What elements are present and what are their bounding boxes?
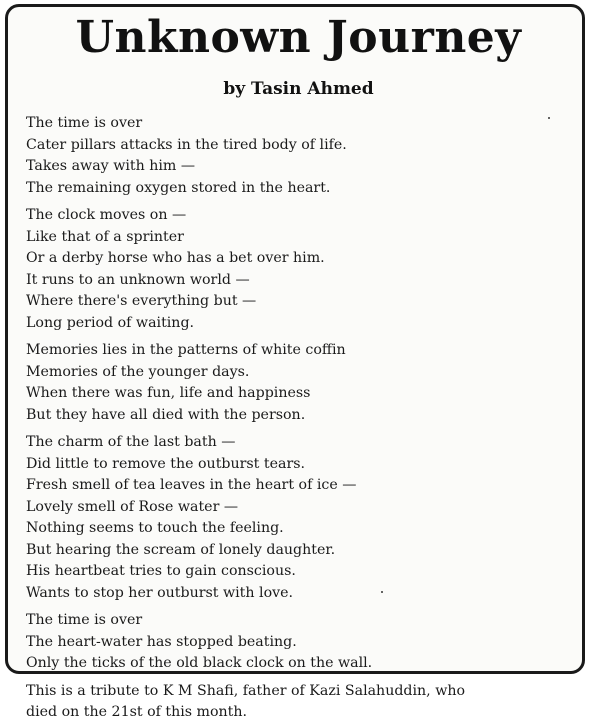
poem-line: Takes away with him — xyxy=(26,158,196,174)
poem-line: The charm of the last bath — xyxy=(26,434,236,450)
poem-line: But they have all died with the person. xyxy=(26,406,306,423)
poem-title: Unknown Journey xyxy=(75,12,522,63)
poem-line: The remaining oxygen stored in the heart. xyxy=(26,179,331,196)
poem-line: Cater pillars attacks in the tired body of life. xyxy=(26,136,347,153)
poem-line: When there was fun, life and happiness xyxy=(26,385,311,401)
poem-line: It runs to an unknown world — xyxy=(26,271,250,288)
poem-line: But hearing the scream of lonely daughter. xyxy=(26,541,336,558)
poem-line: His heartbeat tries to gain conscious. xyxy=(26,563,296,579)
poem-line: Lovely smell of Rose water — xyxy=(26,498,239,515)
print-speck xyxy=(381,591,383,593)
poem-line: The time is over xyxy=(26,612,143,628)
poem-line: Did little to remove the outburst tears. xyxy=(26,455,306,472)
stanza xyxy=(26,113,581,199)
poem-line: Where there's everything but — xyxy=(26,293,257,309)
poem-line: Memories lies in the patterns of white coffin xyxy=(26,342,346,358)
poem-body xyxy=(26,113,581,724)
poem-line: Wants to stop her outburst with love. xyxy=(26,584,294,601)
print-speck xyxy=(548,117,550,119)
poem-line: The clock moves on — xyxy=(26,207,187,223)
poem-byline: by Tasin Ahmed xyxy=(223,79,374,99)
stanza xyxy=(26,432,581,604)
tribute-line: died on the 21st of this month. xyxy=(26,704,248,720)
stanza xyxy=(26,205,581,334)
poem-line: Long period of waiting. xyxy=(26,314,195,331)
tribute-line: This is a tribute to K M Shafi, father of Kazi Salahuddin, who xyxy=(26,682,466,699)
stanza xyxy=(26,340,581,426)
poem-line: Memories of the younger days. xyxy=(26,363,250,380)
stanza xyxy=(26,610,581,675)
poem-line: Or a derby horse who has a bet over him. xyxy=(26,250,325,266)
tribute-note xyxy=(26,681,581,724)
poem-line: Like that of a sprinter xyxy=(26,228,184,245)
poem-line: The time is over xyxy=(26,115,143,131)
poem-line: Nothing seems to touch the feeling. xyxy=(26,520,284,536)
poem-line: The heart-water has stopped beating. xyxy=(26,633,297,650)
poem-line: Only the ticks of the old black clock on the wall. xyxy=(26,655,373,671)
poem-line: Fresh smell of tea leaves in the heart of ice — xyxy=(26,477,357,493)
